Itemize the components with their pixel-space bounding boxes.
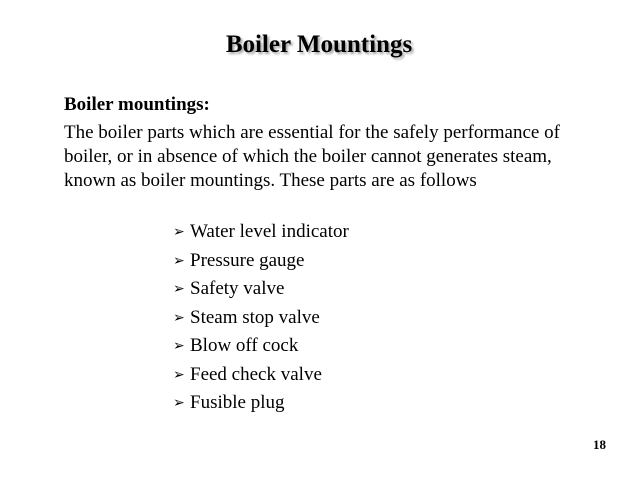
- list-item-label: Feed check valve: [190, 363, 322, 385]
- list-item-label: Fusible plug: [190, 392, 285, 413]
- list-item-label: Steam stop valve: [190, 306, 320, 328]
- list-item: [173, 218, 349, 247]
- list-item: [173, 275, 349, 304]
- arrow-bullet-icon: ➢: [173, 309, 185, 326]
- arrow-bullet-icon: ➢: [173, 252, 185, 269]
- list-item-label: Safety valve: [190, 278, 285, 299]
- section-heading: Boiler mountings:: [64, 94, 210, 115]
- list-item-label: Blow off cock: [190, 335, 299, 356]
- list-item: [173, 332, 349, 361]
- slide-title: Boiler Mountings: [225, 31, 413, 58]
- arrow-bullet-icon: ➢: [173, 281, 185, 297]
- list-item: [173, 247, 349, 276]
- mountings-list: [173, 218, 349, 418]
- page-number: 18: [593, 437, 606, 452]
- list-item-label: Pressure gauge: [190, 249, 305, 271]
- arrow-bullet-icon: ➢: [173, 366, 185, 383]
- arrow-bullet-icon: ➢: [173, 338, 185, 354]
- list-item: [173, 389, 349, 418]
- list-item: [173, 361, 349, 390]
- arrow-bullet-icon: ➢: [173, 395, 185, 411]
- list-item-label: Water level indicator: [190, 221, 349, 242]
- body-paragraph: The boiler parts which are essential for the safely performance of boiler, or in absence of which the boiler cannot generates steam, known as boiler mountings. These parts are as follows: [64, 122, 560, 191]
- list-item: [173, 304, 349, 333]
- arrow-bullet-icon: ➢: [173, 224, 185, 240]
